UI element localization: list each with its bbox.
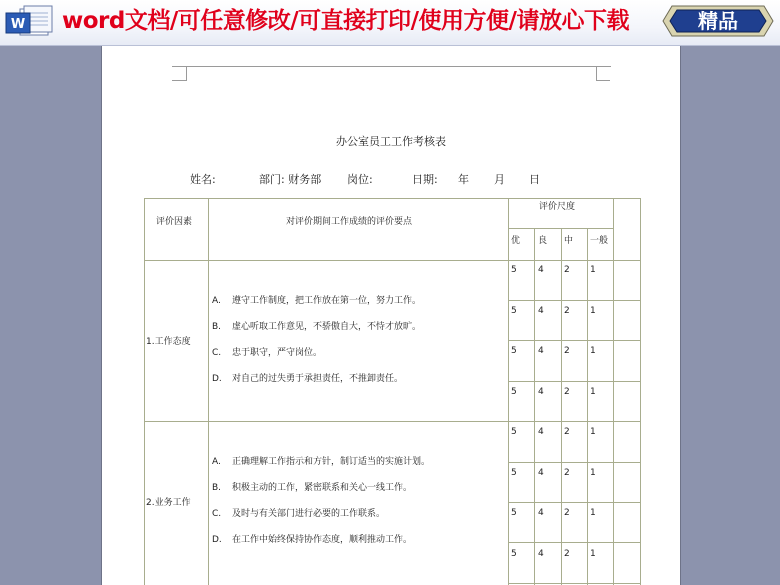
points-column-rule	[508, 198, 509, 585]
score-row-rule	[508, 381, 641, 382]
score-cell: 2	[564, 346, 570, 356]
page-corner-mark-right	[596, 66, 611, 81]
scale-medium: 中	[564, 236, 574, 246]
table-border-right	[640, 198, 641, 585]
score-row-rule	[508, 300, 641, 301]
score-row-rule	[508, 340, 641, 341]
criterion-item: B. 积极主动的工作，紧密联系和关心一线工作。	[212, 483, 413, 493]
header-evaluation-factor: 评价因素	[156, 217, 193, 227]
name-label: 姓名:	[190, 173, 216, 186]
premium-badge: 精品	[698, 9, 738, 33]
scale-good: 良	[538, 236, 548, 246]
criterion-item: A. 正确理解工作指示和方针，制订适当的实施计划。	[212, 457, 431, 467]
position-label: 岗位:	[347, 173, 373, 186]
evaluation-table	[144, 198, 641, 585]
page-corner-mark-right-tail	[596, 80, 610, 81]
criterion-item: B. 虚心听取工作意见，不骄傲自大，不恃才放旷。	[212, 322, 422, 332]
score-row-rule	[508, 583, 641, 584]
score-cell: 4	[538, 427, 544, 437]
score-cell: 5	[511, 468, 517, 478]
factor-work-attitude: 1.工作态度	[146, 337, 191, 347]
score-row-rule	[508, 502, 641, 503]
document-page	[101, 46, 681, 585]
svg-text:W: W	[10, 17, 26, 32]
criterion-item: C. 及时与有关部门进行必要的工作联系。	[212, 509, 386, 519]
score-cell: 2	[564, 427, 570, 437]
score-cell: 1	[590, 468, 596, 478]
scale-fair: 一般	[590, 236, 609, 246]
score-cell: 5	[511, 346, 517, 356]
month-label: 月	[494, 173, 505, 186]
score-cell: 4	[538, 346, 544, 356]
score-row-rule	[508, 462, 641, 463]
header-evaluation-points: 对评价期间工作成绩的评价要点	[286, 217, 413, 227]
score-cell: 5	[511, 387, 517, 397]
promo-banner	[0, 0, 780, 46]
score-cell: 4	[538, 549, 544, 559]
scale-excellent: 优	[511, 236, 521, 246]
score-cell: 2	[564, 306, 570, 316]
score-cell: 5	[511, 306, 517, 316]
criterion-item: C. 忠于职守，严守岗位。	[212, 348, 323, 358]
score-cell: 1	[590, 346, 596, 356]
score-cell: 4	[538, 387, 544, 397]
criterion-item: A. 遵守工作制度，把工作放在第一位，努力工作。	[212, 296, 422, 306]
header-bottom-rule	[144, 260, 641, 261]
score-column-rule	[587, 228, 588, 585]
score-cell: 4	[538, 265, 544, 275]
score-column-rule	[534, 228, 535, 585]
banner-headline: word文档/可任意修改/可直接打印/使用方便/请放心下载	[62, 8, 629, 34]
score-column-rule	[561, 228, 562, 585]
score-cell: 4	[538, 306, 544, 316]
score-cell: 2	[564, 468, 570, 478]
score-cell: 5	[511, 265, 517, 275]
criterion-item: D. 对自己的过失勇于承担责任，不推卸责任。	[212, 374, 404, 384]
score-cell: 5	[511, 508, 517, 518]
score-cell: 1	[590, 265, 596, 275]
year-label: 年	[458, 173, 469, 186]
scale-column-end-rule	[613, 198, 614, 585]
score-cell: 5	[511, 427, 517, 437]
department-label: 部门: 财务部	[259, 173, 322, 186]
score-cell: 2	[564, 508, 570, 518]
score-cell: 1	[590, 427, 596, 437]
score-cell: 1	[590, 387, 596, 397]
criterion-item: D. 在工作中始终保持协作态度，顺利推动工作。	[212, 535, 413, 545]
factor-business-work: 2.业务工作	[146, 498, 191, 508]
score-cell: 5	[511, 549, 517, 559]
section-divider	[144, 421, 641, 422]
word-document-icon	[2, 3, 60, 41]
score-cell: 1	[590, 306, 596, 316]
day-label: 日	[529, 173, 540, 186]
score-cell: 1	[590, 549, 596, 559]
score-cell: 2	[564, 265, 570, 275]
date-label: 日期:	[412, 173, 438, 186]
header-evaluation-scale: 评价尺度	[539, 202, 576, 212]
page-corner-mark-left-tail	[172, 80, 186, 81]
page-header-rule	[186, 66, 596, 67]
page-corner-mark-left	[172, 66, 187, 81]
document-title: 办公室员工工作考核表	[336, 135, 446, 148]
table-border-left	[144, 198, 145, 585]
score-row-rule	[508, 542, 641, 543]
score-cell: 2	[564, 549, 570, 559]
score-cell: 1	[590, 508, 596, 518]
score-cell: 2	[564, 387, 570, 397]
score-cell: 4	[538, 508, 544, 518]
factor-column-rule	[208, 198, 209, 585]
score-cell: 4	[538, 468, 544, 478]
